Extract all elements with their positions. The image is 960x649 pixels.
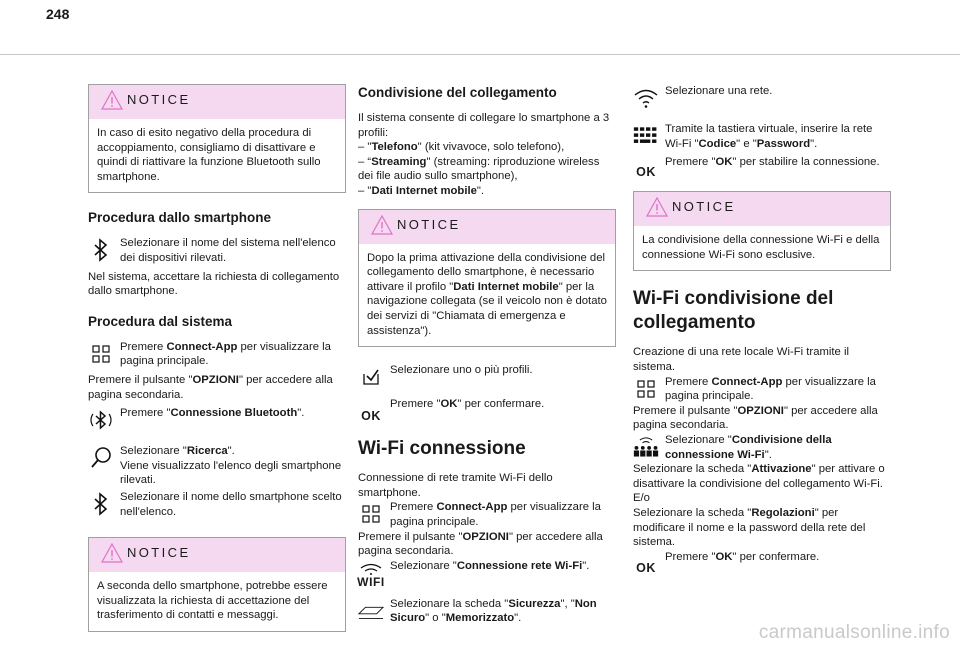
paragraph: Selezionare la scheda "Regolazioni" per modificare il nome e la password della rete del sistema. — [633, 506, 866, 549]
paragraph: Creazione di una rete locale Wi-Fi tramite il sistema. — [633, 346, 849, 373]
section-heading: Procedura dal sistema — [88, 313, 233, 329]
keyboard-icon — [633, 123, 659, 149]
ok-icon: OK — [636, 561, 656, 576]
notice-box — [633, 191, 891, 271]
step-text: Premere Connect-App per visualizzare la pagina principale. — [665, 375, 876, 403]
step-text: Selezionare la scheda "Sicurezza", "Non Sicuro" o "Memorizzato". — [390, 597, 597, 625]
step — [88, 236, 346, 265]
step-text: Premere "Connessione Bluetooth". — [120, 407, 305, 420]
step-text: Selezionare uno o più profili. — [390, 364, 533, 377]
paragraph: Nel sistema, accettare la richiesta di collegamento dallo smartphone. — [88, 270, 340, 298]
notice-text: Dopo la prima attivazione della condivisione del collegamento dello smartphone, è necessario attivare il profilo "Dati Internet mobile" per la navigazione collegata (se il veicolo non è dotato dei servizi di "Chiamata di emergenza e assistenza"). — [367, 251, 607, 337]
notice-title: NOTICE — [397, 216, 461, 232]
notice-box — [88, 84, 346, 193]
step-text: Premere "OK" per confermare. — [390, 398, 545, 411]
step — [633, 433, 891, 462]
step — [88, 340, 346, 369]
ok-icon: OK — [636, 164, 656, 179]
apps-grid-icon — [633, 376, 659, 402]
paragraph: Connessione di rete tramite Wi-Fi dello smartphone. — [358, 472, 553, 499]
step-text: Selezionare "Connessione rete Wi-Fi". — [390, 559, 590, 572]
notice-text: La condivisione della connessione Wi-Fi e della connessione Wi-Fi sono esclusive. — [642, 234, 880, 261]
paragraph: Premere il pulsante "OPZIONI" per accedere alla pagina secondaria. — [358, 530, 603, 558]
notice-text: A seconda dello smartphone, potrebbe essere visualizzata la richiesta di accettazione del trasferimento di contatti e messaggi. — [97, 580, 328, 622]
step-text: Premere "OK" per stabilire la connessione. — [665, 156, 880, 169]
paragraph: Premere il pulsante "OPZIONI" per accedere alla pagina secondaria. — [88, 373, 333, 401]
step — [633, 155, 891, 181]
step-text: Selezionare il nome dello smartphone scelto nell'elenco. — [120, 490, 342, 518]
step — [633, 375, 891, 404]
step-text: Selezionare il nome del sistema nell'elenco dei dispositivi rilevati. — [120, 237, 336, 264]
column-left — [88, 84, 346, 648]
step — [358, 363, 616, 389]
search-icon — [88, 445, 114, 471]
notice-title: NOTICE — [127, 545, 191, 561]
notice-header — [89, 538, 345, 572]
checkbox-icon — [358, 364, 384, 390]
wifi-text-icon: WIFI — [358, 560, 384, 594]
notice-text: In caso di esito negativo della procedura di accoppiamento, consigliamo di disattivare e quindi di riattivare la funzione Bluetooth sullo smartphone. — [97, 127, 321, 183]
step — [88, 444, 346, 488]
watermark: carmanualsonline.info — [758, 622, 950, 643]
notice-header — [89, 85, 345, 119]
people-wifi-icon — [633, 434, 659, 460]
step — [358, 559, 616, 593]
header-rule — [0, 54, 960, 55]
step — [358, 500, 616, 529]
notice-header — [634, 192, 890, 226]
section-heading: Wi-Fi condivisione del collegamento — [633, 288, 834, 334]
list-item: – "Telefono" (kit vivavoce, solo telefono), — [358, 141, 565, 154]
paragraph: Selezionare la scheda "Attivazione" per attivare o disattivare la condivisione del collegamento Wi-Fi. — [633, 463, 885, 490]
paragraph: E/o — [633, 492, 650, 505]
section-heading: Procedura dallo smartphone — [88, 210, 272, 226]
step-text: Premere Connect-App per visualizzare la pagina principale. — [390, 501, 601, 528]
step — [358, 597, 616, 626]
warning-icon — [646, 197, 668, 217]
paragraph: Il sistema consente di collegare lo smartphone a 3 profili: — [358, 112, 610, 139]
step — [358, 397, 616, 423]
notice-title: NOTICE — [672, 199, 736, 215]
step-text: Selezionare "Condivisione della connessione Wi-Fi". — [665, 433, 832, 461]
step — [633, 122, 891, 151]
step — [633, 550, 891, 576]
step-text: Tramite la tastiera virtuale, inserire la rete Wi-Fi "Codice" e "Password". — [665, 123, 873, 150]
step — [633, 84, 891, 114]
notice-title: NOTICE — [127, 92, 191, 107]
paragraph: Premere il pulsante "OPZIONI" per accedere alla pagina secondaria. — [633, 404, 878, 432]
notice-box — [88, 537, 346, 632]
bluetooth-circle-icon — [88, 407, 114, 433]
column-middle — [358, 84, 616, 630]
step — [88, 490, 346, 519]
ok-icon: OK — [361, 408, 381, 423]
wifi-icon — [633, 85, 659, 111]
step-text: Premere "OK" per confermare. — [665, 550, 820, 563]
bluetooth-icon — [88, 491, 114, 517]
tab-icon — [358, 598, 384, 624]
column-right — [633, 84, 891, 580]
notice-box — [358, 209, 616, 348]
apps-grid-icon — [88, 341, 114, 367]
bluetooth-icon — [88, 237, 114, 263]
section-heading: Condivisione del collegamento — [358, 85, 557, 100]
warning-icon — [101, 543, 123, 563]
step-text: Premere Connect-App per visualizzare la pagina principale. — [120, 340, 331, 368]
apps-grid-icon — [358, 501, 384, 527]
page-number: 248 — [46, 6, 70, 22]
warning-icon — [101, 90, 123, 110]
step — [88, 406, 346, 432]
step-text: Selezionare una rete. — [665, 85, 773, 97]
notice-header — [359, 210, 615, 244]
warning-icon — [371, 215, 393, 235]
step-text: Selezionare "Ricerca". Viene visualizzato l'elenco degli smartphone rilevati. — [120, 445, 342, 487]
section-heading: Wi-Fi connessione — [358, 438, 526, 460]
list-item: – “Streaming" (streaming: riproduzione wireless dei file audio sullo smartphone), — [358, 155, 600, 183]
list-item: – "Dati Internet mobile". — [358, 184, 485, 197]
